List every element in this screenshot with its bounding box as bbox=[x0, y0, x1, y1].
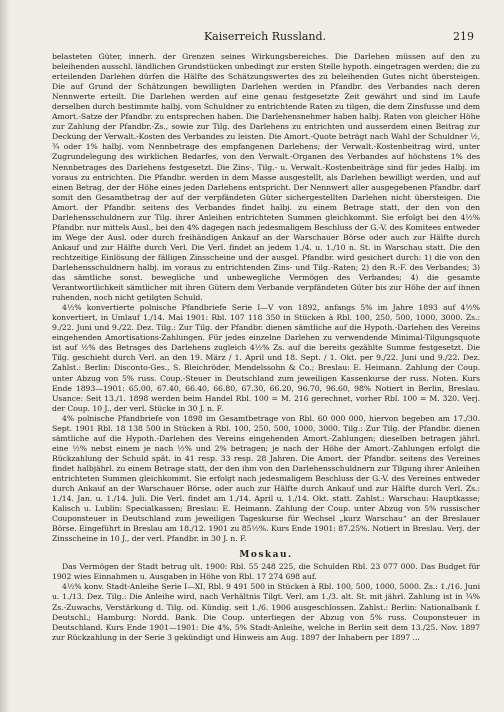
paragraph-4pct-pfandbriefe: 4% polnische Pfandbriefe von 1898 im Gesamtbetrage von Rbl. 60 000 000, hiervon begeben am 17./30. Sept. 1901 Rbl. 18 138 500 in Stücken à Rbl. 100, 250, 500, 1000, 3000. Tilg.: Zur Tilg. der Pfandbr. dienen sämtliche auf die Hypoth.-Darlehen des Vereins eingehenden Amort.-Zahlungen; dieselben betragen jährl. eine ½% nebst einem je nach ½% und 2% betragen; je nach der Höhe der Amort.-Zahlungen erfolgt die Rückzahlung der Schuld spät. in 41 resp. 33 resp. 28 Jahren. Die Amort. der Pfandbr. seitens des Vereines findet halbjährl. zu einem Betrage statt, der den ihm von den Darlehensschuldnern zur Tilgung ihrer Anleihen entrichteten Summen gleichkommt. Sie erfolgt nach jedesmaligem Beschluss der G.-V. des Vereines entweder durch Ankauf an der Warschauer Börse, oder auch zur Hälfte durch Ankauf und zur Hälfte durch Verl. Zs.: 1./14. Jan. u. 1./14. Juli. Die Verl. findet am 1./14. April u. 1./14. Okt. statt. Zahlst.: Warschau: Hauptkasse; Kalisch u. Lublin: Specialkassen; Breslau: E. Heimann. Zahlung der Coup. unter Abzug von 5% russischer Couponsteuer in Deutschland zum jeweiligen Tageskurse für Wechsel „kurz Warschau“ an der Breslauer Börse. Eingeführt in Breslau am 18./12. 1901 zu 85½%. Kurs Ende 1901: 87.25%. Notiert in Breslau. Verj. der Zinsscheine in 10 J., der verl. Pfandbr. in 30 J. n. F. bbox=[52, 413, 480, 544]
paragraph-konv-pfandbriefe: 4½% konvertierte polnische Pfandbriefe Serie I—V von 1892, anfangs 5% im Jahre 1893 auf 4½% konvertiert, in Umlauf 1./14. Mai 1901: Rbl. 107 118 350 in Stücken à Rbl. 100, 250, 500, 1000, 3000. Zs.: 9./22. Juni und 9./22. Dez. Tilg.: Zur Tilg. der Pfandbr. dienen sämtliche auf die Hypoth.-Darlehen des Vereins eingehenden Amortisations-Zahlungen. Für jedes einzelne Darlehen zu verwendende Minimal-Tilgungsquote ist auf ½% des Betrages des Darlehens zugleich 4½% Zs. auf die bereits gezählte Summe festgesetzt. Die Tilg. geschieht durch Verl. an den 19. März / 1. April und 18. Sept. / 1. Okt. per 9./22. Juni und 9./22. Dez. Zahlst.: Berlin: Disconto-Ges., S. Bleichröder, Mendelssohn & Co.; Breslau: E. Heimann. Zahlung der Coup. unter Abzug von 5% russ. Coup.-Steuer in Deutschland zum jeweiligen Kassenkurse der russ. Noten. Kurs Ende 1893—1901: 65.00, 67.40, 66.40, 66.80, 67.30, 66.20, 96.70, 96.60, 98% Notiert in Berlin, Breslau. Usance: Seit 13./1. 1898 werden beim Handel Rbl. 100 = M. 216 gerechnet, vorher Rbl. 100 = M. 320. Verj. der Coup. 10 J., der verl. Stücke in 30 J. n. F. bbox=[52, 303, 480, 413]
page-number: 219 bbox=[453, 30, 474, 43]
running-header bbox=[52, 30, 478, 46]
binding-shadow bbox=[0, 0, 10, 712]
page-body bbox=[52, 52, 480, 643]
paragraph-moskau-budget: Das Vermögen der Stadt betrug ult. 1900: Rbl. 55 248 225, die Schulden Rbl. 23 077 000. Das Budget für 1902 wies Einnahmen u. Ausgaben in Höhe von Rbl. 17 274 698 auf. bbox=[52, 562, 480, 582]
section-heading-moskau: Moskau. bbox=[239, 550, 293, 561]
running-title: Kaiserreich Russland. bbox=[203, 30, 327, 43]
paragraph-moskau-anleihe: 4½% konv. Stadt-Anleihe Serie I—XI, Rbl. 9 491 500 in Stücken à Rbl. 100, 500, 1000, 5000. Zs.: 1./16. Juni u. 1./13. Dez. Tilg.: Die Anleihe wird, nach Verhältnis Tilgt. Verl. am 1./3. alt. St. mit jährl. Zahlung ist in ¾% Zs.-Zuwachs, Verstärkung d. Tilg. od. Kündig. seit 1./6. 1906 ausgeschlossen. Zahlst.: Berlin: Nationalbank f. Deutschl.; Hamburg: Nordd. Bank. Die Coup. unterliegen der Abzug von 5% russ. Couponsteuer in Deutschland. Kurs Ende 1901—1901: Die 4%, 5% Stadt-Anleihe, welche in Berlin seit dem 13./25. Nov. 1897 zur Rückzahlung in der Serie 3 gekündigt und Hinweis am Aug. 1897 der Inhabern per 1897 ... bbox=[52, 582, 480, 642]
paragraph-statute: belasteten Güter, innerh. der Grenzen seines Wirkungsbereiches. Die Darlehen müssen auf den zu beleihenden ausschl. ländlichen Grundstücken unbedingt zur ersten Stelle hypoth. eingetragen werden; die zu erteilenden Darlehen dürfen die Hälfte des Schätzungswertes des zu beleihenden Gutes nicht übersteigen. Die auf Grund der Schätzungen bewilligten Darlehen werden in Pfandbr. des Verbandes nach deren Nennwerte erteilt. Die Darlehen werden auf eine genau festgesetzte Zeit gewährt und sind im Laufe derselben durch bestimmte halbj. vom Schuldner zu entrichtende Raten zu tilgen, die dem Zinsfusse und dem Amort.-Satze der Pfandbr. zu entsprechen haben. Die Darlehensnehmer haben halbj. Raten von gleicher Höhe zur Zahlung der Pfandbr.-Zs., sowie zur Tilg. des Darlehens zu entrichten und ausserdem einen Beitrag zur Deckung der Verwalt.-Kosten des Verbandes zu leisten. Die Amort.-Quote beträgt nach Wahl der Schuldner ½, ¾ oder 1% halbj. vom Nennbetrage des empfangenen Darlehens; der Verwalt.-Kostenbeitrag wird, unter Zugrundelegung des wirklichen Bedarfes, von den Verwalt.-Organen des Verbandes auf höchstens 1% des Nennbetrages des Darlehens festgesetzt. Die Zins-, Tilg.- u. Verwalt.-Kostenbeiträge sind für jedes Halbj. im voraus zu entrichten. Die Pfandbr. werden in dem Masse ausgestellt, als Darlehen bewilligt werden, und auf einen Betrag, der der Höhe eines jeden Darlehens entspricht. Der Nennwert aller ausgegebenen Pfandbr. darf somit den Gesamtbetrag der auf der verpfändeten Güter sichergestellten Darlehen nicht übersteigen. Die Amort. der Pfandbr. seitens des Verbandes findet halbj. zu einem Betrage statt, der den von den Darlehensschuldnern zur Tilg. ihrer Anleihen entrichteten Summen gleichkommt. Sie erfolgt bei den 4½% Pfandbr. nur mittels Ausl., bei den 4% dagegen nach jedesmaligem Beschluss der G.-V. des Komitees entweder im Wege der Ausl. oder durch freihändigen Ankauf an der Warschauer Börse oder auch zur Hälfte durch Ankauf und zur Hälfte durch Verl. Die Verl. findet an jedem 1./4. u. 1./10 n. St. in Warschau statt. Die den rechtzeitige Einlösung der fälligen Zinsscheine und der ausgel. Pfandbr. wird gesichert durch: 1) die von den Darlehensschuldnern halbj. im voraus zu entrichtenden Zins- und Tilg.-Raten; 2) den R.-F. des Verbandes; 3) das sämtliche sonst. bewegliche und unbewegliche Vermögen des Verbandes; 4) die gesamte Verantwortlichkeit sämtlicher mit ihren Gütern dem Verbande verpfändeten Güter bis zur Höhe der auf ihnen ruhenden, noch nicht getilgten Schuld. bbox=[52, 52, 480, 303]
